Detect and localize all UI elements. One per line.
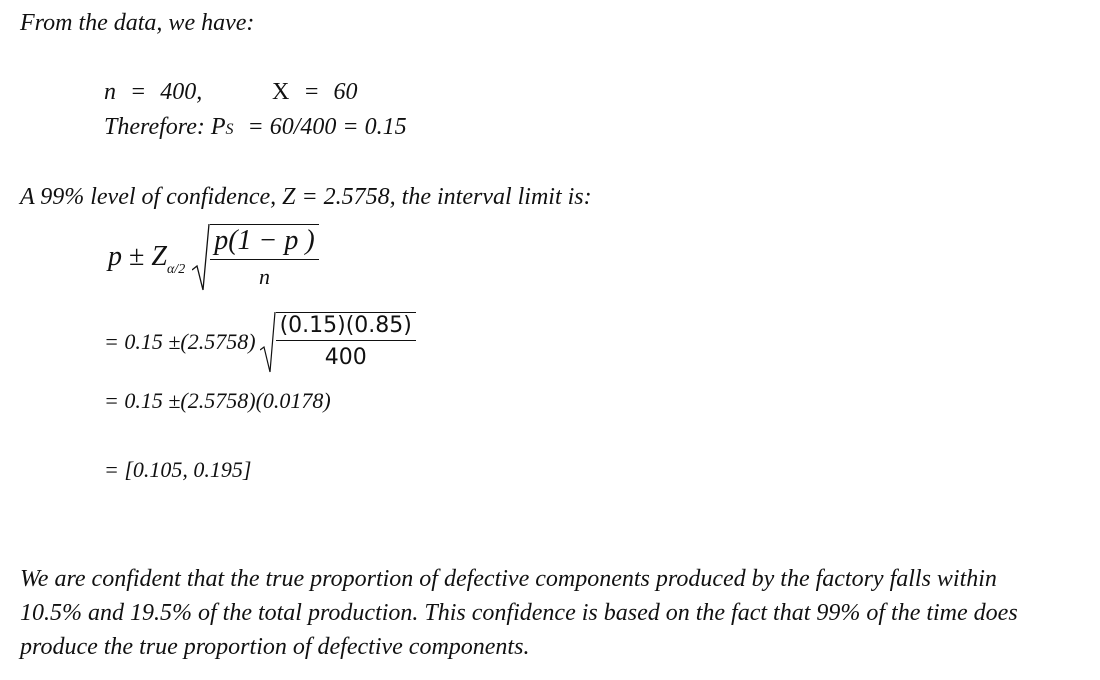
x-value: 60 [333, 79, 358, 105]
formula-fraction [210, 224, 319, 292]
therefore-line [104, 114, 407, 141]
formula-plus-minus: ± [129, 241, 145, 272]
ps-label: P [210, 114, 226, 140]
formula-denominator: n [258, 264, 270, 289]
formula-radical [192, 222, 319, 292]
confidence-sentence: A 99% level of confidence, Z = 2.5758, the interval limit is: [20, 184, 592, 210]
ps-expression: = 60/400 = 0.15 [247, 114, 407, 140]
equals-sign: = [130, 79, 147, 105]
therefore-prefix: Therefore: [104, 114, 205, 140]
radical-sign-icon-2 [260, 310, 276, 374]
step1-numerator: (0.15)(0.85) [276, 313, 416, 341]
step-2: = 0.15 ±(2.5758)(0.0178) [104, 388, 331, 413]
step1-fraction [276, 312, 416, 374]
conclusion-line-2: 10.5% and 19.5% of the total production. This confidence is based on the fact that 99% of the time does [20, 600, 1018, 626]
intro-text: From the data, we have: [20, 10, 255, 36]
ci-formula [108, 222, 319, 292]
equals-sign-2: = [303, 79, 320, 105]
conclusion-line-1: We are confident that the true proportion of defective components produced by the factory falls within [20, 566, 997, 592]
result-interval: = [0.105, 0.195] [104, 457, 252, 482]
n-label: n [104, 79, 116, 105]
step-1 [104, 310, 416, 374]
ps-subscript: S [225, 121, 234, 138]
given-line [104, 79, 202, 106]
conclusion-paragraph [20, 562, 1018, 664]
formula-p: p [108, 241, 122, 272]
formula-numerator: p(1 − p ) [210, 225, 319, 260]
radical-sign-icon [192, 222, 210, 292]
step1-radical [260, 310, 416, 374]
formula-z: Z [151, 241, 167, 272]
step1-lhs: = 0.15 ±(2.5758) [104, 329, 256, 354]
given-x-line [272, 79, 358, 106]
step1-denominator: 400 [324, 345, 367, 370]
formula-z-subscript: α/2 [166, 262, 186, 278]
x-label: X [272, 79, 290, 105]
n-value: 400, [160, 79, 203, 105]
conclusion-line-3: produce the true proportion of defective components. [20, 634, 530, 660]
